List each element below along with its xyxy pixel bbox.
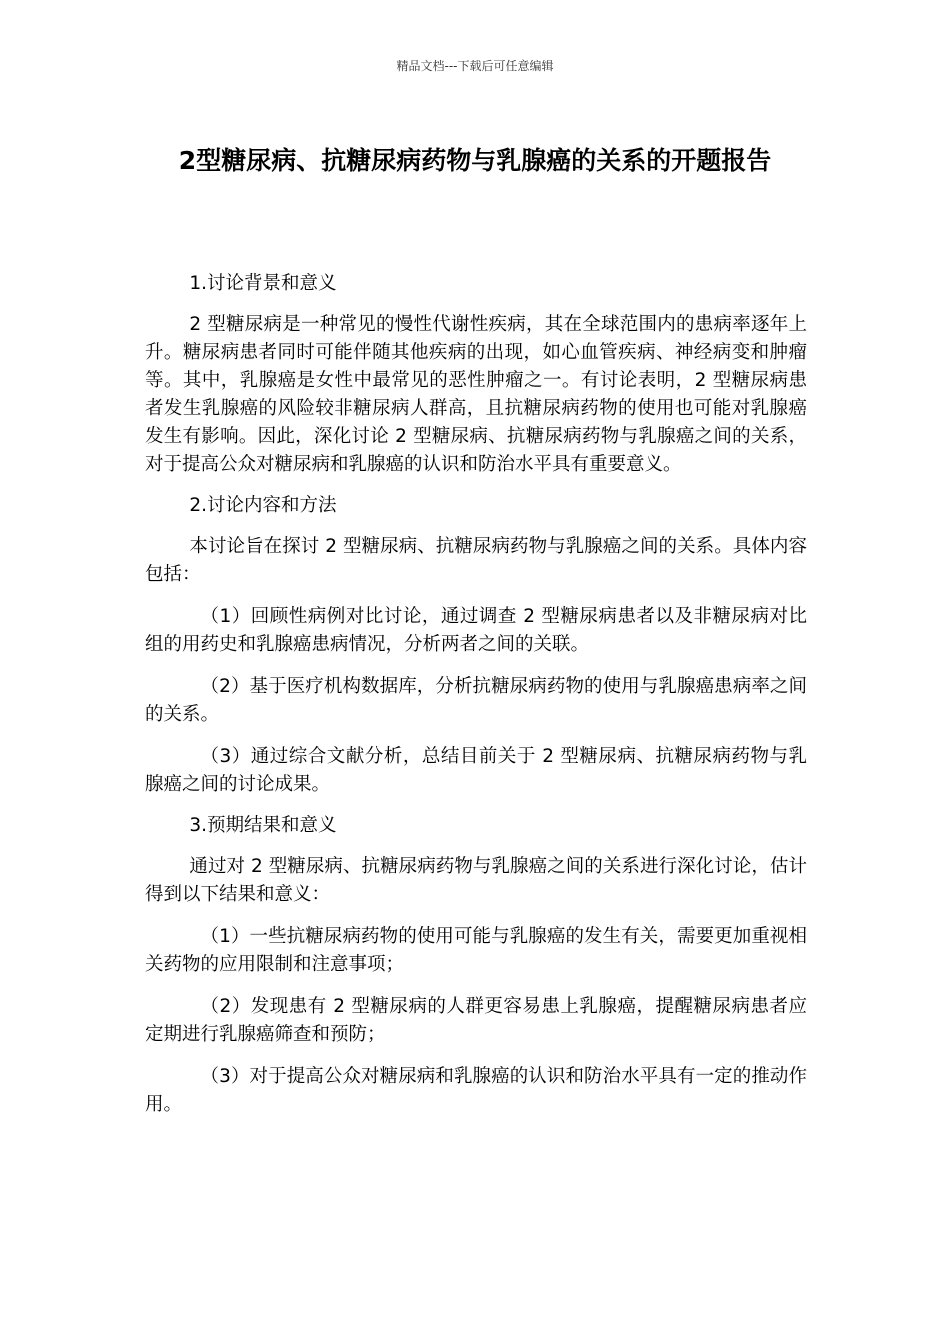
document-body <box>145 270 807 1119</box>
section-1-heading: 1.讨论背景和意义 <box>189 273 337 294</box>
section-3-intro: 通过对 2 型糖尿病、抗糖尿病药物与乳腺癌之间的关系进行深化讨论，估计得到以下结果和意义： <box>145 856 807 905</box>
section-3-item-1: （1）一些抗糖尿病药物的使用可能与乳腺癌的发生有关，需要更加重视相关药物的应用限制和注意事项； <box>145 926 807 975</box>
section-3-item-2: （2）发现患有 2 型糖尿病的人群更容易患上乳腺癌，提醒糖尿病患者应定期进行乳腺癌筛查和预防； <box>145 996 807 1045</box>
section-2-heading: 2.讨论内容和方法 <box>189 495 337 516</box>
section-1-body: 2 型糖尿病是一种常见的慢性代谢性疾病，其在全球范围内的患病率逐年上升。糖尿病患者同时可能伴随其他疾病的出现，如心血管疾病、神经病变和肿瘤等。其中，乳腺癌是女性中最常见的恶性肿瘤之一。有讨论表明，2 型糖尿病患者发生乳腺癌的风险较非糖尿病人群高，且抗糖尿病药物的使用也可能对乳腺癌发生有影响。因此，深化讨论 2 型糖尿病、抗糖尿病药物与乳腺癌之间的关系，对于提高公众对糖尿病和乳腺癌的认识和防治水平具有重要意义。 <box>145 314 807 475</box>
section-2-item-3: （3）通过综合文献分析，总结目前关于 2 型糖尿病、抗糖尿病药物与乳腺癌之间的讨论成果。 <box>145 746 807 795</box>
document-title: 2型糖尿病、抗糖尿病药物与乳腺癌的关系的开题报告 <box>178 146 772 175</box>
section-2-item-1: （1）回顾性病例对比讨论，通过调查 2 型糖尿病患者以及非糖尿病对比组的用药史和乳腺癌患病情况，分析两者之间的关联。 <box>145 606 807 655</box>
section-2-intro: 本讨论旨在探讨 2 型糖尿病、抗糖尿病药物与乳腺癌之间的关系。具体内容包括： <box>145 536 807 585</box>
header-note: 精品文档---下载后可任意编辑 <box>396 59 554 73</box>
section-3-heading: 3.预期结果和意义 <box>189 815 337 836</box>
section-2-item-2: （2）基于医疗机构数据库，分析抗糖尿病药物的使用与乳腺癌患病率之间的关系。 <box>145 676 807 725</box>
section-3-item-3: （3）对于提高公众对糖尿病和乳腺癌的认识和防治水平具有一定的推动作用。 <box>145 1066 807 1115</box>
